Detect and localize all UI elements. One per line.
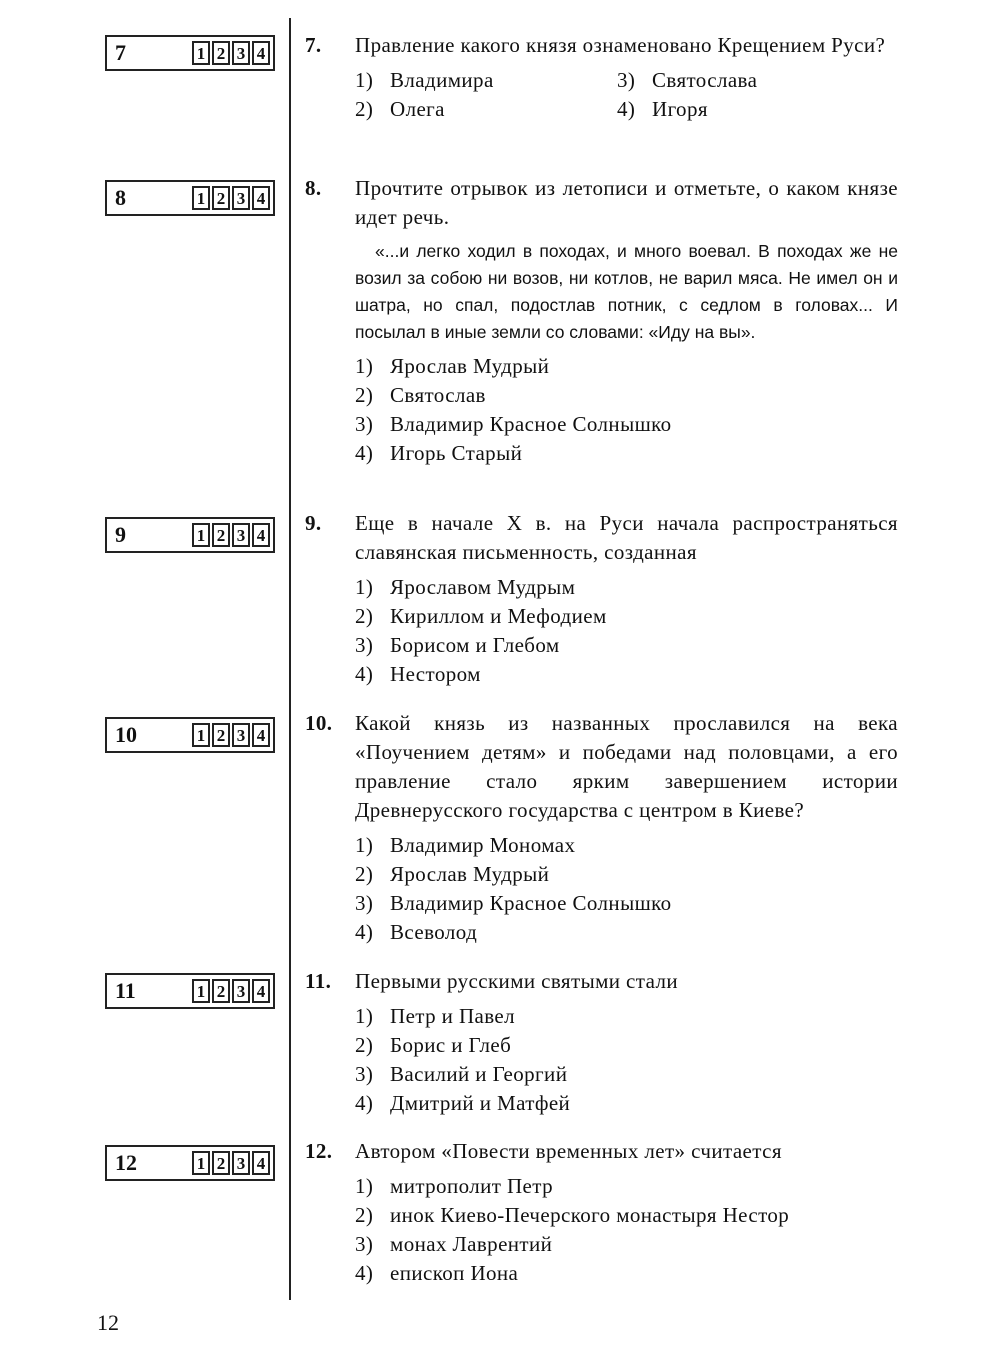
question-text: Первыми русскими святыми стали [355, 969, 679, 993]
answer-cell-4[interactable]: 4 [252, 979, 270, 1003]
option [617, 66, 898, 95]
question-number: 7. [305, 33, 322, 57]
answer-cell-3[interactable]: 3 [232, 979, 250, 1003]
option-number: 2) [355, 97, 374, 121]
answer-box-number: 7 [115, 40, 126, 65]
option [355, 918, 898, 947]
answer-box-12 [105, 1145, 275, 1181]
answer-cell-3[interactable]: 3 [232, 186, 250, 210]
option-text: епископ Иона [390, 1261, 519, 1285]
answer-cell-4[interactable]: 4 [252, 523, 270, 547]
option-number: 1) [355, 1174, 374, 1198]
option-number: 3) [355, 633, 374, 657]
answer-cell-2[interactable]: 2 [212, 523, 230, 547]
answer-cells [192, 186, 270, 210]
option [355, 631, 898, 660]
option [355, 831, 898, 860]
option-text: Нестором [390, 662, 481, 686]
answer-cell-2[interactable]: 2 [212, 979, 230, 1003]
option-number: 3) [355, 1062, 374, 1086]
answer-cells [192, 723, 270, 747]
answer-cell-3[interactable]: 3 [232, 723, 250, 747]
option [355, 1230, 898, 1259]
page-number: 12 [97, 1310, 119, 1335]
answer-cell-3[interactable]: 3 [232, 523, 250, 547]
option-number: 2) [355, 604, 374, 628]
option-text: Владимир Мономах [390, 833, 576, 857]
option-number: 1) [355, 354, 374, 378]
option [355, 660, 898, 689]
question-9 [305, 509, 898, 689]
options-list [355, 1002, 898, 1118]
option-number: 4) [355, 662, 374, 686]
question-7 [305, 31, 898, 124]
option [355, 1031, 898, 1060]
option-text: Игорь Старый [390, 441, 523, 465]
answer-cell-4[interactable]: 4 [252, 723, 270, 747]
options-list [355, 573, 898, 689]
option [355, 573, 898, 602]
option-text: митрополит Петр [390, 1174, 553, 1198]
option-text: Владимир Красное Солнышко [390, 412, 672, 436]
option-text: инок Киево-Печерского монастыря Нестор [390, 1203, 790, 1227]
option [355, 889, 898, 918]
option-number: 3) [355, 1232, 374, 1256]
option-text: Петр и Павел [390, 1004, 516, 1028]
option [355, 439, 898, 468]
answer-box-number: 8 [115, 185, 126, 210]
answer-cell-1[interactable]: 1 [192, 186, 210, 210]
option [355, 860, 898, 889]
option-text: Василий и Георгий [390, 1062, 568, 1086]
option-text: Ярославом Мудрым [390, 575, 576, 599]
option [355, 95, 617, 124]
option-text: Олега [390, 97, 445, 121]
option-number: 1) [355, 1004, 374, 1028]
answer-cell-1[interactable]: 1 [192, 523, 210, 547]
question-10 [305, 709, 898, 947]
options-list [355, 1172, 898, 1288]
answer-cell-2[interactable]: 2 [212, 41, 230, 65]
question-11 [305, 967, 898, 1118]
answer-cell-2[interactable]: 2 [212, 186, 230, 210]
option-text: Всеволод [390, 920, 478, 944]
option-number: 1) [355, 833, 374, 857]
answer-cells [192, 979, 270, 1003]
question-number: 8. [305, 176, 322, 200]
option-number: 2) [355, 383, 374, 407]
column-divider [289, 18, 291, 1300]
answer-cell-1[interactable]: 1 [192, 1151, 210, 1175]
answer-box-9 [105, 517, 275, 553]
answer-cell-1[interactable]: 1 [192, 41, 210, 65]
answer-cell-3[interactable]: 3 [232, 41, 250, 65]
question-number: 9. [305, 511, 322, 535]
question-number: 11. [305, 969, 332, 993]
option [617, 95, 898, 124]
answer-cell-4[interactable]: 4 [252, 186, 270, 210]
question-text: Еще в начале X в. на Руси начала распространяться славянская письменность, созданная [355, 511, 898, 564]
option [355, 1172, 898, 1201]
question-text: Прочтите отрывок из летописи и отметьте, о каком князе идет речь. [355, 176, 898, 229]
option-number: 4) [355, 920, 374, 944]
answer-cell-1[interactable]: 1 [192, 979, 210, 1003]
option-number: 4) [355, 1261, 374, 1285]
option-text: Святослава [652, 68, 758, 92]
option-number: 2) [355, 1203, 374, 1227]
answer-cell-4[interactable]: 4 [252, 1151, 270, 1175]
option-number: 4) [355, 441, 374, 465]
option-number: 3) [617, 68, 636, 92]
option-text: Владимира [390, 68, 494, 92]
answer-cell-2[interactable]: 2 [212, 1151, 230, 1175]
answer-cell-2[interactable]: 2 [212, 723, 230, 747]
option-number: 2) [355, 862, 374, 886]
option-text: монах Лаврентий [390, 1232, 553, 1256]
option-number: 1) [355, 575, 374, 599]
option-text: Ярослав Мудрый [390, 862, 550, 886]
answer-cells [192, 523, 270, 547]
answer-box-number: 10 [115, 722, 137, 747]
question-text: Правление какого князя ознаменовано Крещением Руси? [355, 33, 886, 57]
answer-cell-1[interactable]: 1 [192, 723, 210, 747]
option [355, 381, 898, 410]
option [355, 602, 898, 631]
option [355, 1060, 898, 1089]
answer-cell-3[interactable]: 3 [232, 1151, 250, 1175]
question-12 [305, 1137, 898, 1288]
option-number: 2) [355, 1033, 374, 1057]
option-text: Святослав [390, 383, 486, 407]
option-number: 4) [617, 97, 636, 121]
chronicle-passage: «...и легко ходил в походах, и много воевал. В походах же не возил за собою ни возов, ни котлов, не варил мяса. Не имел он и шатра, но спал, подостлав потник, с седлом в головах... И посылал в иные земли со словами: «Иду на вы». [355, 241, 898, 342]
answer-cells [192, 1151, 270, 1175]
options-list [355, 352, 898, 468]
option [355, 1002, 898, 1031]
option-number: 4) [355, 1091, 374, 1115]
answer-box-number: 9 [115, 522, 126, 547]
option [355, 410, 898, 439]
question-text: Автором «Повести временных лет» считается [355, 1139, 782, 1163]
option [355, 1259, 898, 1288]
question-8 [305, 174, 898, 468]
option-text: Владимир Красное Солнышко [390, 891, 672, 915]
option-text: Борисом и Глебом [390, 633, 560, 657]
option-text: Игоря [652, 97, 708, 121]
answer-box-7 [105, 35, 275, 71]
options-list [355, 831, 898, 947]
answer-box-number: 11 [115, 978, 136, 1003]
option-text: Кириллом и Мефодием [390, 604, 607, 628]
option [355, 1089, 898, 1118]
option [355, 66, 617, 95]
question-number: 10. [305, 711, 333, 735]
answer-box-10 [105, 717, 275, 753]
answer-cell-4[interactable]: 4 [252, 41, 270, 65]
answer-cells [192, 41, 270, 65]
options-list [355, 66, 898, 124]
answer-box-8 [105, 180, 275, 216]
option-text: Борис и Глеб [390, 1033, 512, 1057]
option-text: Ярослав Мудрый [390, 354, 550, 378]
question-text: Какой князь из названных прославился на века «Поучением детям» и победами над половцами, а его правление стало ярким завершением истории Древнерусского государства с центром в Киеве? [355, 711, 898, 822]
option-text: Дмитрий и Матфей [390, 1091, 571, 1115]
question-number: 12. [305, 1139, 333, 1163]
option [355, 352, 898, 381]
option-number: 1) [355, 68, 374, 92]
option [355, 1201, 898, 1230]
option-number: 3) [355, 891, 374, 915]
answer-box-number: 12 [115, 1150, 137, 1175]
option-number: 3) [355, 412, 374, 436]
answer-box-11 [105, 973, 275, 1009]
